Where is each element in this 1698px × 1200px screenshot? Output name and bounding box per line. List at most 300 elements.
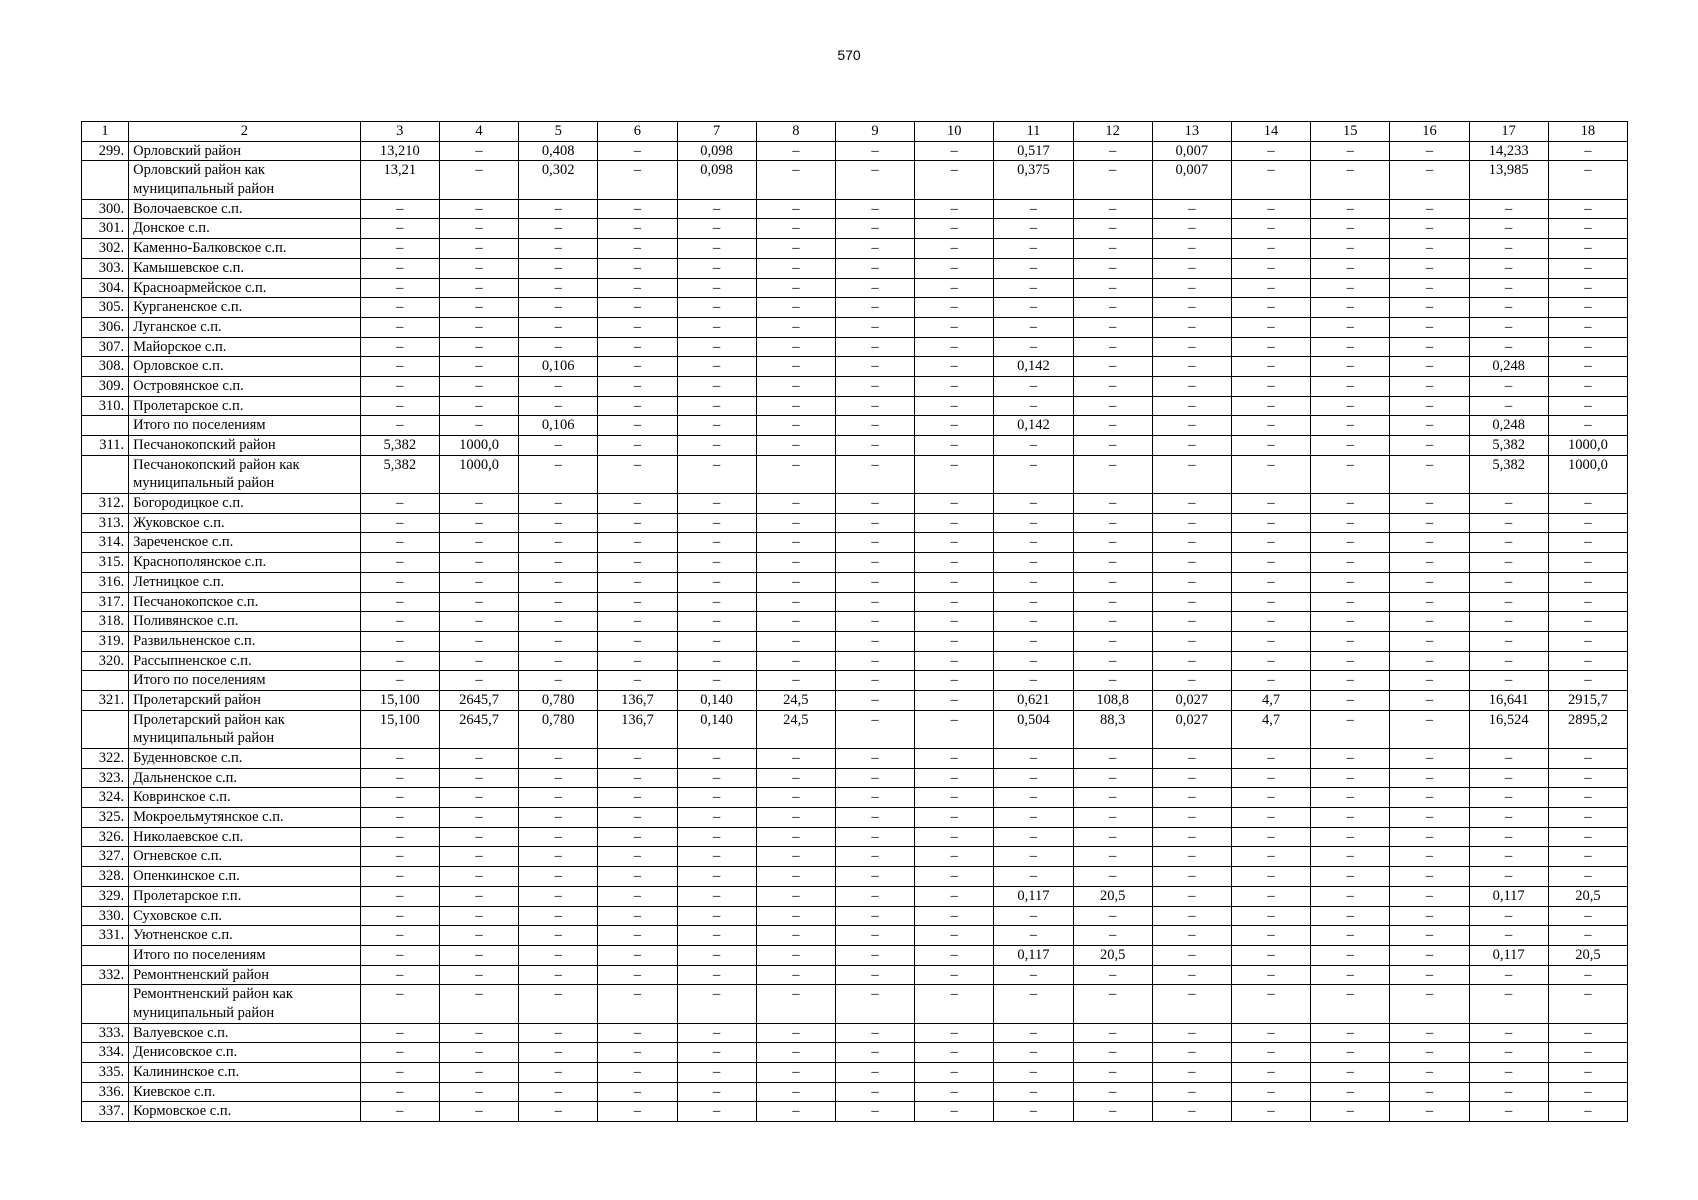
row-number: 309. bbox=[82, 376, 129, 396]
table-row bbox=[82, 788, 1628, 808]
value-cell: – bbox=[1469, 337, 1548, 357]
value-cell: – bbox=[1311, 572, 1390, 592]
value-cell: – bbox=[1548, 317, 1627, 337]
value-cell: – bbox=[439, 906, 518, 926]
value-cell: – bbox=[677, 631, 756, 651]
value-cell: – bbox=[1311, 768, 1390, 788]
value-cell: – bbox=[1073, 553, 1152, 573]
value-cell: – bbox=[994, 553, 1073, 573]
value-cell: – bbox=[519, 965, 598, 985]
value-cell: – bbox=[360, 827, 439, 847]
value-cell: – bbox=[1390, 436, 1469, 456]
value-cell: – bbox=[1231, 651, 1310, 671]
value-cell: – bbox=[598, 906, 677, 926]
value-cell: – bbox=[1469, 867, 1548, 887]
value-cell: – bbox=[756, 278, 835, 298]
value-cell: – bbox=[915, 1043, 994, 1063]
value-cell: – bbox=[756, 965, 835, 985]
value-cell: – bbox=[835, 141, 914, 161]
value-cell: 20,5 bbox=[1073, 945, 1152, 965]
column-header: 14 bbox=[1231, 122, 1310, 142]
row-name: Красноармейское с.п. bbox=[129, 278, 361, 298]
value-cell: – bbox=[994, 513, 1073, 533]
value-cell: – bbox=[1390, 808, 1469, 828]
value-cell: – bbox=[1231, 161, 1310, 199]
column-header: 6 bbox=[598, 122, 677, 142]
value-cell: – bbox=[439, 494, 518, 514]
value-cell: – bbox=[915, 1023, 994, 1043]
value-cell: – bbox=[994, 985, 1073, 1023]
value-cell: – bbox=[835, 965, 914, 985]
value-cell: – bbox=[439, 553, 518, 573]
value-cell: – bbox=[994, 612, 1073, 632]
value-cell: – bbox=[439, 592, 518, 612]
value-cell: – bbox=[756, 357, 835, 377]
row-number bbox=[82, 985, 129, 1023]
value-cell: 24,5 bbox=[756, 710, 835, 748]
value-cell: 1000,0 bbox=[1548, 455, 1627, 493]
value-cell: – bbox=[598, 161, 677, 199]
value-cell: – bbox=[519, 298, 598, 318]
value-cell: – bbox=[835, 219, 914, 239]
value-cell: – bbox=[360, 513, 439, 533]
value-cell: – bbox=[1469, 827, 1548, 847]
value-cell: – bbox=[1073, 513, 1152, 533]
value-cell: – bbox=[1548, 553, 1627, 573]
value-cell: – bbox=[1548, 1063, 1627, 1083]
value-cell: – bbox=[598, 199, 677, 219]
value-cell: – bbox=[1390, 219, 1469, 239]
table-row bbox=[82, 985, 1628, 1023]
value-cell: – bbox=[756, 337, 835, 357]
value-cell: – bbox=[519, 396, 598, 416]
value-cell: – bbox=[360, 572, 439, 592]
value-cell: – bbox=[677, 416, 756, 436]
value-cell: – bbox=[994, 651, 1073, 671]
row-number: 310. bbox=[82, 396, 129, 416]
row-name: Рассыпненское с.п. bbox=[129, 651, 361, 671]
value-cell: – bbox=[994, 572, 1073, 592]
value-cell: 13,210 bbox=[360, 141, 439, 161]
value-cell: – bbox=[756, 161, 835, 199]
value-cell: – bbox=[1469, 1023, 1548, 1043]
row-number: 301. bbox=[82, 219, 129, 239]
value-cell: – bbox=[1073, 788, 1152, 808]
value-cell: – bbox=[1311, 239, 1390, 259]
value-cell: – bbox=[1073, 1043, 1152, 1063]
value-cell: – bbox=[360, 847, 439, 867]
value-cell: – bbox=[1231, 612, 1310, 632]
value-cell: – bbox=[1311, 258, 1390, 278]
row-number: 320. bbox=[82, 651, 129, 671]
value-cell: – bbox=[756, 749, 835, 769]
value-cell: – bbox=[1311, 533, 1390, 553]
value-cell: – bbox=[1390, 1023, 1469, 1043]
table-row bbox=[82, 416, 1628, 436]
value-cell: 0,302 bbox=[519, 161, 598, 199]
value-cell: – bbox=[994, 671, 1073, 691]
value-cell: – bbox=[1311, 199, 1390, 219]
row-name: Краснополянское с.п. bbox=[129, 553, 361, 573]
value-cell: – bbox=[439, 1063, 518, 1083]
value-cell: – bbox=[439, 1043, 518, 1063]
value-cell: – bbox=[1073, 141, 1152, 161]
value-cell: – bbox=[360, 553, 439, 573]
value-cell: – bbox=[1073, 494, 1152, 514]
value-cell: – bbox=[439, 1102, 518, 1122]
column-header: 2 bbox=[129, 122, 361, 142]
value-cell: – bbox=[677, 258, 756, 278]
row-name: Пролетарское с.п. bbox=[129, 396, 361, 416]
row-number: 321. bbox=[82, 690, 129, 710]
value-cell: – bbox=[1469, 671, 1548, 691]
value-cell: – bbox=[1231, 533, 1310, 553]
value-cell: 0,098 bbox=[677, 161, 756, 199]
value-cell: – bbox=[1548, 827, 1627, 847]
value-cell: 16,524 bbox=[1469, 710, 1548, 748]
value-cell: – bbox=[835, 651, 914, 671]
row-name: Орловский район bbox=[129, 141, 361, 161]
row-name: Богородицкое с.п. bbox=[129, 494, 361, 514]
value-cell: – bbox=[1311, 749, 1390, 769]
value-cell: – bbox=[835, 985, 914, 1023]
value-cell: – bbox=[994, 436, 1073, 456]
column-header: 16 bbox=[1390, 122, 1469, 142]
value-cell: – bbox=[1469, 258, 1548, 278]
value-cell: – bbox=[439, 239, 518, 259]
value-cell: – bbox=[1231, 1063, 1310, 1083]
value-cell: – bbox=[1073, 827, 1152, 847]
value-cell: – bbox=[519, 867, 598, 887]
row-number: 308. bbox=[82, 357, 129, 377]
value-cell: – bbox=[835, 1043, 914, 1063]
value-cell: – bbox=[994, 768, 1073, 788]
value-cell: – bbox=[1073, 651, 1152, 671]
value-cell: – bbox=[1152, 337, 1231, 357]
value-cell: – bbox=[1152, 651, 1231, 671]
row-number: 335. bbox=[82, 1063, 129, 1083]
value-cell: – bbox=[677, 886, 756, 906]
value-cell: – bbox=[439, 886, 518, 906]
value-cell: – bbox=[1390, 396, 1469, 416]
value-cell: – bbox=[1152, 906, 1231, 926]
value-cell: – bbox=[994, 455, 1073, 493]
value-cell: 0,117 bbox=[994, 886, 1073, 906]
value-cell: – bbox=[1548, 199, 1627, 219]
row-number: 302. bbox=[82, 239, 129, 259]
value-cell: – bbox=[994, 239, 1073, 259]
value-cell: – bbox=[1152, 455, 1231, 493]
value-cell: – bbox=[677, 278, 756, 298]
value-cell: 4,7 bbox=[1231, 690, 1310, 710]
value-cell: – bbox=[439, 827, 518, 847]
table-row bbox=[82, 1063, 1628, 1083]
value-cell: – bbox=[994, 1063, 1073, 1083]
value-cell: – bbox=[360, 494, 439, 514]
value-cell: – bbox=[439, 945, 518, 965]
row-number bbox=[82, 710, 129, 748]
value-cell: – bbox=[1390, 357, 1469, 377]
row-name: Майорское с.п. bbox=[129, 337, 361, 357]
value-cell: – bbox=[677, 298, 756, 318]
value-cell: – bbox=[1073, 416, 1152, 436]
table-row bbox=[82, 317, 1628, 337]
value-cell: – bbox=[1073, 317, 1152, 337]
value-cell: – bbox=[1469, 1063, 1548, 1083]
value-cell: – bbox=[360, 278, 439, 298]
column-header: 3 bbox=[360, 122, 439, 142]
value-cell: – bbox=[915, 1082, 994, 1102]
value-cell: – bbox=[598, 651, 677, 671]
value-cell: 0,142 bbox=[994, 416, 1073, 436]
value-cell: – bbox=[915, 553, 994, 573]
value-cell: – bbox=[1548, 161, 1627, 199]
value-cell: 0,007 bbox=[1152, 161, 1231, 199]
value-cell: – bbox=[1469, 749, 1548, 769]
value-cell: – bbox=[1152, 867, 1231, 887]
row-name: Валуевское с.п. bbox=[129, 1023, 361, 1043]
value-cell: – bbox=[1231, 749, 1310, 769]
value-cell: – bbox=[915, 945, 994, 965]
value-cell: – bbox=[756, 867, 835, 887]
value-cell: – bbox=[598, 278, 677, 298]
value-cell: 88,3 bbox=[1073, 710, 1152, 748]
value-cell: – bbox=[994, 906, 1073, 926]
value-cell: – bbox=[1390, 788, 1469, 808]
value-cell: – bbox=[835, 161, 914, 199]
value-cell: – bbox=[756, 1023, 835, 1043]
row-name: Поливянское с.п. bbox=[129, 612, 361, 632]
value-cell: 108,8 bbox=[1073, 690, 1152, 710]
value-cell: – bbox=[1390, 886, 1469, 906]
value-cell: – bbox=[994, 1043, 1073, 1063]
value-cell: – bbox=[519, 671, 598, 691]
page-number: 570 bbox=[837, 47, 861, 63]
value-cell: – bbox=[519, 513, 598, 533]
row-number: 318. bbox=[82, 612, 129, 632]
value-cell: – bbox=[360, 219, 439, 239]
value-cell: – bbox=[835, 416, 914, 436]
row-number: 319. bbox=[82, 631, 129, 651]
value-cell: – bbox=[1390, 1043, 1469, 1063]
value-cell: 2645,7 bbox=[439, 710, 518, 748]
value-cell: – bbox=[915, 965, 994, 985]
value-cell: – bbox=[994, 749, 1073, 769]
value-cell: – bbox=[1390, 455, 1469, 493]
value-cell: – bbox=[1311, 1102, 1390, 1122]
row-name: Ковринское с.п. bbox=[129, 788, 361, 808]
row-number: 306. bbox=[82, 317, 129, 337]
value-cell: – bbox=[1311, 298, 1390, 318]
value-cell: – bbox=[915, 258, 994, 278]
value-cell: – bbox=[915, 710, 994, 748]
value-cell: – bbox=[439, 612, 518, 632]
value-cell: – bbox=[439, 278, 518, 298]
value-cell: – bbox=[1152, 572, 1231, 592]
value-cell: – bbox=[1311, 710, 1390, 748]
value-cell: – bbox=[598, 298, 677, 318]
value-cell: – bbox=[1311, 965, 1390, 985]
table-row bbox=[82, 533, 1628, 553]
value-cell: – bbox=[1390, 298, 1469, 318]
value-cell: – bbox=[1311, 278, 1390, 298]
value-cell: – bbox=[1548, 396, 1627, 416]
value-cell: – bbox=[994, 1102, 1073, 1122]
row-number: 307. bbox=[82, 337, 129, 357]
value-cell: 0,375 bbox=[994, 161, 1073, 199]
value-cell: – bbox=[1311, 396, 1390, 416]
value-cell: – bbox=[1152, 926, 1231, 946]
value-cell: – bbox=[1548, 985, 1627, 1023]
column-header: 17 bbox=[1469, 122, 1548, 142]
value-cell: – bbox=[519, 553, 598, 573]
value-cell: – bbox=[1231, 141, 1310, 161]
table-row bbox=[82, 455, 1628, 493]
value-cell: – bbox=[835, 710, 914, 748]
value-cell: – bbox=[1548, 651, 1627, 671]
row-name: Волочаевское с.п. bbox=[129, 199, 361, 219]
value-cell: – bbox=[756, 1082, 835, 1102]
value-cell: – bbox=[1073, 533, 1152, 553]
value-cell: – bbox=[360, 416, 439, 436]
value-cell: – bbox=[756, 592, 835, 612]
value-cell: – bbox=[1231, 945, 1310, 965]
value-cell: – bbox=[519, 219, 598, 239]
value-cell: – bbox=[1073, 965, 1152, 985]
value-cell: – bbox=[835, 239, 914, 259]
value-cell: – bbox=[915, 671, 994, 691]
value-cell: – bbox=[360, 1082, 439, 1102]
value-cell: – bbox=[1073, 1102, 1152, 1122]
row-name: Киевское с.п. bbox=[129, 1082, 361, 1102]
value-cell: – bbox=[677, 612, 756, 632]
value-cell: – bbox=[1073, 867, 1152, 887]
row-name: Мокроельмутянское с.п. bbox=[129, 808, 361, 828]
value-cell: – bbox=[1469, 572, 1548, 592]
column-header: 5 bbox=[519, 122, 598, 142]
value-cell: – bbox=[677, 396, 756, 416]
value-cell: – bbox=[1073, 278, 1152, 298]
value-cell: – bbox=[360, 337, 439, 357]
value-cell: – bbox=[1390, 631, 1469, 651]
value-cell: 20,5 bbox=[1073, 886, 1152, 906]
value-cell: 5,382 bbox=[360, 455, 439, 493]
value-cell: – bbox=[994, 827, 1073, 847]
value-cell: – bbox=[519, 1102, 598, 1122]
value-cell: – bbox=[1311, 141, 1390, 161]
value-cell: – bbox=[360, 1102, 439, 1122]
value-cell: – bbox=[439, 926, 518, 946]
row-number: 300. bbox=[82, 199, 129, 219]
value-cell: – bbox=[756, 513, 835, 533]
value-cell: – bbox=[915, 141, 994, 161]
value-cell: – bbox=[756, 671, 835, 691]
value-cell: – bbox=[519, 278, 598, 298]
value-cell: – bbox=[1073, 199, 1152, 219]
value-cell: – bbox=[1469, 513, 1548, 533]
row-number: 331. bbox=[82, 926, 129, 946]
value-cell: – bbox=[1548, 631, 1627, 651]
value-cell: – bbox=[994, 494, 1073, 514]
value-cell: 0,504 bbox=[994, 710, 1073, 748]
row-number: 299. bbox=[82, 141, 129, 161]
value-cell: – bbox=[915, 768, 994, 788]
row-name: Ремонтненский район как муниципальный район bbox=[129, 985, 361, 1023]
value-cell: – bbox=[439, 1082, 518, 1102]
value-cell: – bbox=[915, 631, 994, 651]
value-cell: – bbox=[1311, 494, 1390, 514]
value-cell: – bbox=[1231, 847, 1310, 867]
row-name: Летницкое с.п. bbox=[129, 572, 361, 592]
value-cell: – bbox=[756, 494, 835, 514]
data-table bbox=[81, 121, 1628, 1122]
value-cell: – bbox=[756, 612, 835, 632]
value-cell: – bbox=[756, 1063, 835, 1083]
value-cell: – bbox=[1231, 317, 1310, 337]
value-cell: – bbox=[1152, 886, 1231, 906]
value-cell: – bbox=[360, 239, 439, 259]
value-cell: – bbox=[1231, 219, 1310, 239]
row-number: 336. bbox=[82, 1082, 129, 1102]
value-cell: – bbox=[835, 612, 914, 632]
value-cell: – bbox=[677, 239, 756, 259]
value-cell: – bbox=[1152, 592, 1231, 612]
value-cell: – bbox=[1548, 337, 1627, 357]
value-cell: – bbox=[439, 258, 518, 278]
value-cell: – bbox=[1390, 1063, 1469, 1083]
value-cell: – bbox=[1231, 513, 1310, 533]
value-cell: – bbox=[835, 376, 914, 396]
value-cell: – bbox=[360, 788, 439, 808]
value-cell: – bbox=[835, 631, 914, 651]
value-cell: – bbox=[1073, 768, 1152, 788]
value-cell: – bbox=[1231, 827, 1310, 847]
value-cell: – bbox=[994, 926, 1073, 946]
value-cell: 2895,2 bbox=[1548, 710, 1627, 748]
value-cell: – bbox=[677, 1043, 756, 1063]
value-cell: – bbox=[360, 298, 439, 318]
value-cell: – bbox=[598, 965, 677, 985]
value-cell: – bbox=[677, 199, 756, 219]
value-cell: – bbox=[360, 1043, 439, 1063]
value-cell: 15,100 bbox=[360, 690, 439, 710]
value-cell: 20,5 bbox=[1548, 945, 1627, 965]
row-name: Развильненское с.п. bbox=[129, 631, 361, 651]
value-cell: – bbox=[519, 749, 598, 769]
value-cell: – bbox=[1469, 631, 1548, 651]
value-cell: – bbox=[1548, 847, 1627, 867]
value-cell: – bbox=[1231, 298, 1310, 318]
value-cell: – bbox=[994, 592, 1073, 612]
row-name: Николаевское с.п. bbox=[129, 827, 361, 847]
value-cell: – bbox=[994, 808, 1073, 828]
value-cell: – bbox=[835, 258, 914, 278]
table-row bbox=[82, 513, 1628, 533]
row-name: Итого по поселениям bbox=[129, 671, 361, 691]
value-cell: – bbox=[994, 533, 1073, 553]
table-row bbox=[82, 965, 1628, 985]
value-cell: – bbox=[1469, 219, 1548, 239]
value-cell: – bbox=[994, 199, 1073, 219]
value-cell: – bbox=[1152, 671, 1231, 691]
value-cell: – bbox=[994, 317, 1073, 337]
value-cell: – bbox=[1469, 396, 1548, 416]
value-cell: – bbox=[1231, 1102, 1310, 1122]
value-cell: – bbox=[360, 376, 439, 396]
value-cell: – bbox=[1469, 788, 1548, 808]
row-number: 303. bbox=[82, 258, 129, 278]
value-cell: – bbox=[835, 298, 914, 318]
